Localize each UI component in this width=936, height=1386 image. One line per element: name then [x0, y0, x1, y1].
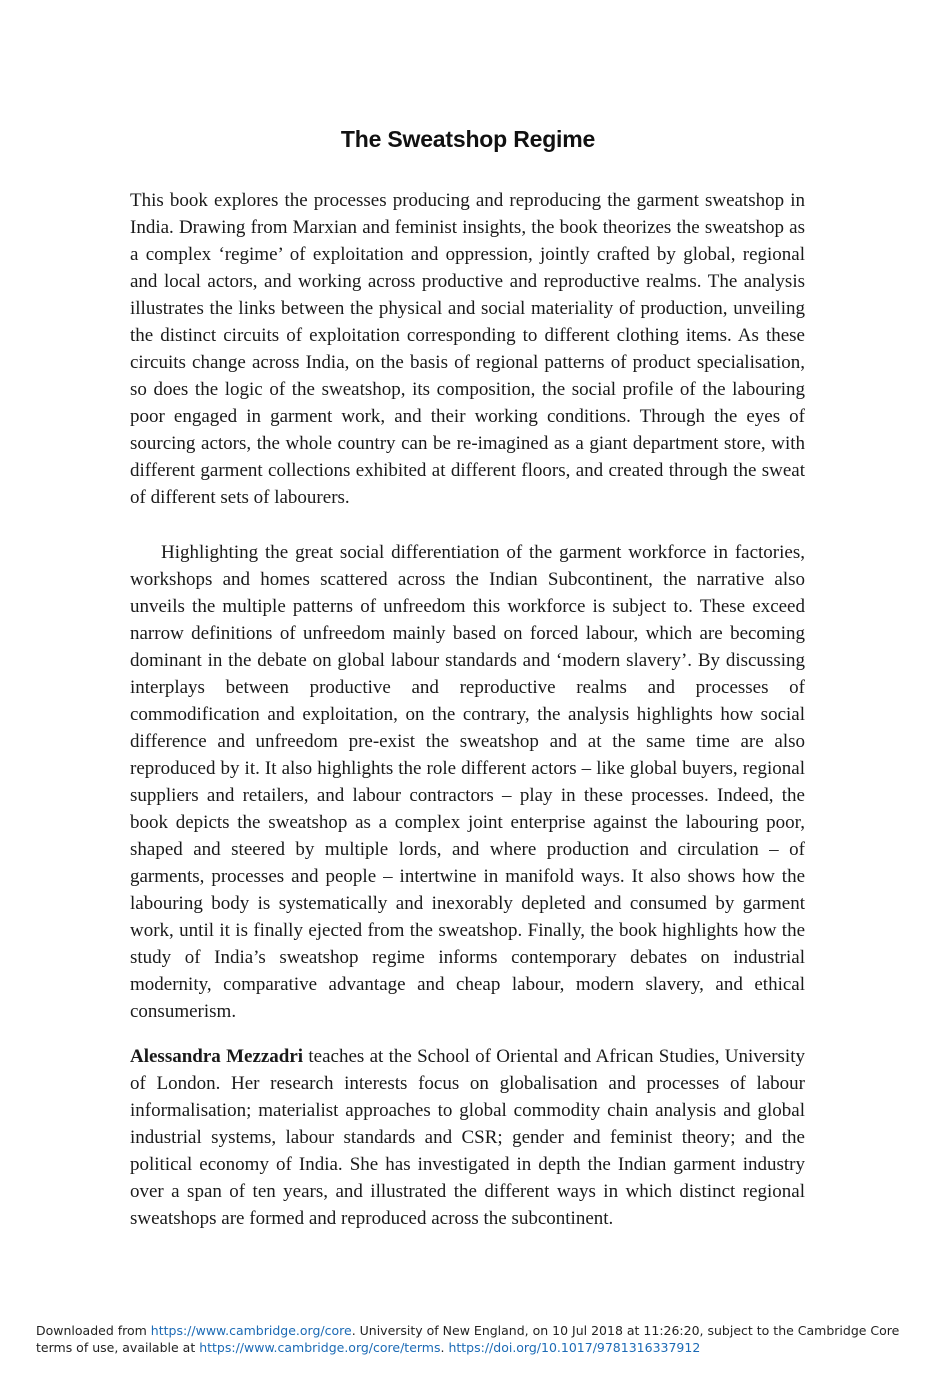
- footer-separator: .: [440, 1340, 449, 1355]
- cambridge-core-link[interactable]: https://www.cambridge.org/core: [150, 1323, 352, 1338]
- doi-link[interactable]: https://doi.org/10.1017/9781316337912: [448, 1340, 701, 1355]
- description-paragraph-2: [130, 539, 805, 1025]
- footer-prefix: Downloaded from: [36, 1323, 151, 1338]
- bio-paragraph: [130, 1043, 805, 1232]
- footer-middle: . University of New England, on 10 Jul 2018 at 11:26:20, subject to the Cambridge Core terms of use, available at: [36, 1323, 900, 1355]
- author-name: Alessandra Mezzadri: [130, 1046, 304, 1067]
- bio-text: teaches at the School of Oriental and African Studies, University of London. Her research interests focus on globalisation and processes of labour informalisation; materialist approaches to global commodity chain analysis and global industrial systems, labour standards and CSR; gender and feminist theory; and the political economy of India. She has investigated in depth the Indian garment industry over a span of ten years, and illustrated the different ways in which distinct regional sweatshops are formed and reproduced across the subcontinent.: [130, 1046, 805, 1229]
- description-paragraph-1: [130, 187, 805, 511]
- paragraph-text: This book explores the processes producing and reproducing the garment sweatshop in India. Drawing from Marxian and feminist insights, the book theorizes the sweatshop as a complex ‘regime’ of exploitation and oppression, jointly crafted by global, regional and local actors, and working across productive and reproductive realms. The analysis illustrates the links between the physical and social materiality of production, unveiling the distinct circuits of exploitation corresponding to different clothing items. As these circuits change across India, on the basis of regional patterns of product specialisation, so does the logic of the sweatshop, its composition, the social profile of the labouring poor engaged in garment work, and their working conditions. Through the eyes of sourcing actors, the whole country can be re-imagined as a giant department store, with different garment collections exhibited at different floors, and created through the sweat of different sets of labourers.: [130, 190, 805, 508]
- paragraph-text: Highlighting the great social differentiation of the garment workforce in factories, workshops and homes scattered across the Indian Subcontinent, the narrative also unveils the multiple patterns of unfreedom this workforce is subject to. These exceed narrow definitions of unfreedom mainly based on forced labour, which are becoming dominant in the debate on global labour standards and ‘modern slavery’. By discussing interplays between productive and reproductive realms and processes of commodification and exploitation, on the contrary, the analysis highlights how social difference and unfreedom pre-exist the sweatshop and at the same time are also reproduced by it. It also highlights the role different actors – like global buyers, regional suppliers and retailers, and labour contractors – play in these processes. Indeed, the book depicts the sweatshop as a complex joint enterprise against the labouring poor, shaped and steered by multiple lords, and where production and circulation – of garments, processes and people – intertwine in manifold ways. It also shows how the labouring body is systematically and inexorably depleted and consumed by garment work, until it is finally ejected from the sweatshop. Finally, the book highlights how the study of India’s sweatshop regime informs contemporary debates on industrial modernity, comparative advantage and cheap labour, modern slavery, and ethical consumerism.: [130, 542, 805, 1022]
- download-footer: [36, 1322, 906, 1356]
- page-title: The Sweatshop Regime: [340, 126, 596, 152]
- author-bio: [130, 1043, 805, 1232]
- terms-link[interactable]: https://www.cambridge.org/core/terms: [199, 1340, 441, 1355]
